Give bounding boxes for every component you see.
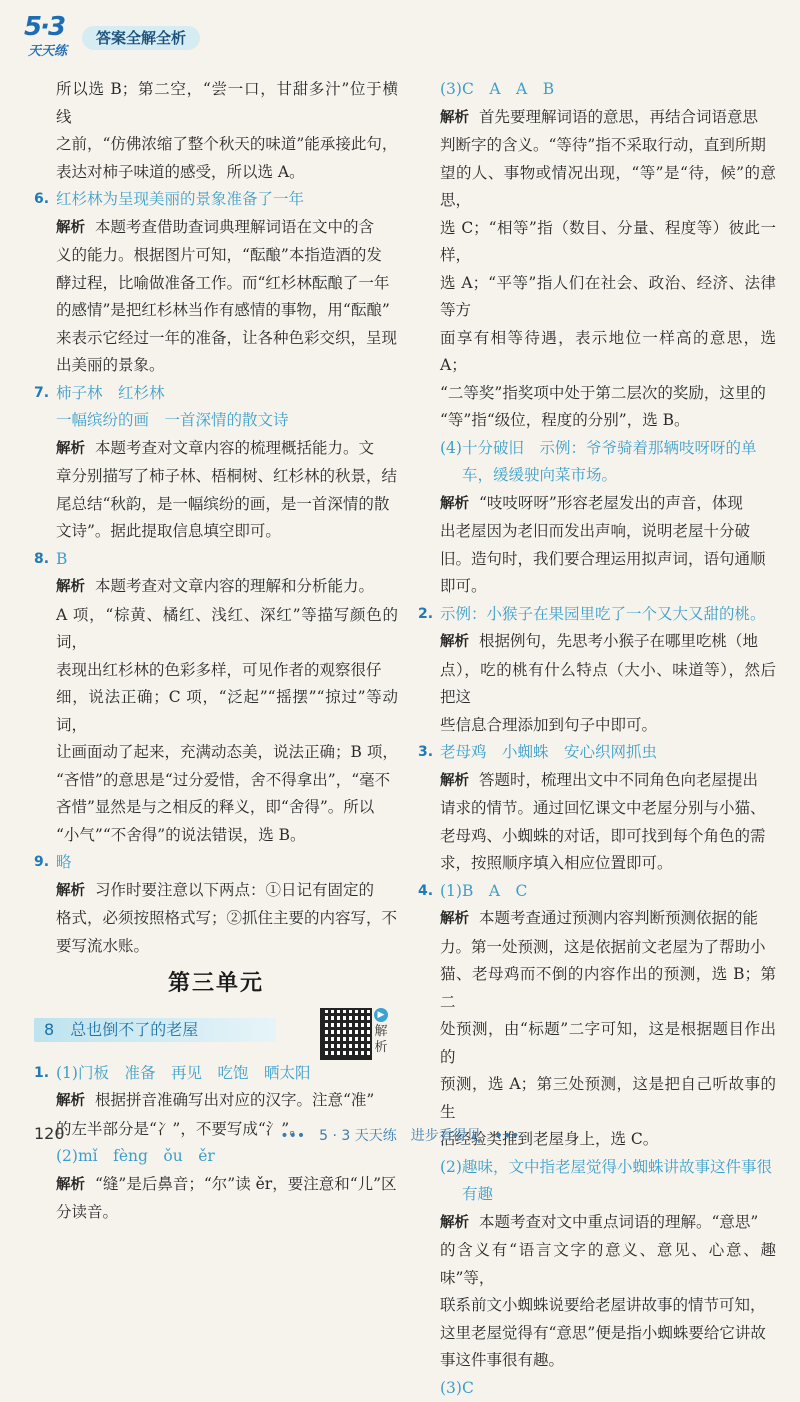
analysis-text: 预测，选 A；第三处预测，这是把自己听故事的生 — [418, 1071, 776, 1126]
analysis-text: 望的人、事物或情况出现，“等”是“待，候”的意思， — [418, 160, 776, 215]
lesson-question-2 — [418, 601, 776, 740]
question-number: 4. — [418, 878, 433, 906]
footer-slogan: ••• 5 · 3 天天练 进步看得见 ••• — [0, 1125, 800, 1145]
answer-row — [418, 601, 776, 629]
page-header — [22, 14, 792, 60]
analysis-tag: 解析 — [56, 1177, 85, 1193]
analysis-text: “小气”“不舍得”的说法错误，选 B。 — [34, 822, 398, 850]
page-number: 120 — [34, 1124, 65, 1143]
analysis-text: 这里老屋觉得有“意思”便是指小蜘蛛要给它讲故 — [418, 1320, 776, 1348]
analysis-text: 本题考查通过预测内容判断预测依据的能 — [479, 909, 758, 927]
analysis-text: 根据例句，先思考小猴子在哪里吃桃（地 — [479, 632, 758, 650]
analysis-text: 义的能力。根据图片可知，“酝酿”本指造酒的发 — [34, 242, 398, 270]
lesson-title-bar — [34, 1018, 276, 1042]
lesson-question-1-part-4 — [418, 435, 776, 601]
question-number: 6. — [34, 186, 49, 214]
answer-row — [34, 849, 398, 877]
unit-title: 第三单元 — [34, 970, 398, 998]
analysis-text: 求，按照顺序填入相应位置即可。 — [418, 850, 776, 878]
qr-label-char: 解 — [374, 1024, 387, 1039]
analysis-text: 选 A；“平等”指人们在社会、政治、经济、法律等方 — [418, 270, 776, 325]
lesson-question-3 — [418, 739, 776, 878]
analysis-text: 本题考查对文中重点词语的理解。“意思” — [479, 1213, 758, 1231]
analysis-text: “缝”是后鼻音；“尔”读 ěr，要注意和“儿”区 — [95, 1175, 397, 1193]
analysis-text: 活经验类推到老屋身上，选 C。 — [418, 1126, 776, 1154]
answer-text: 示例：小猴子在果园里吃了一个又大又甜的桃。 — [440, 605, 766, 623]
analysis-tag: 解析 — [56, 579, 85, 595]
answer-row — [34, 186, 398, 214]
lesson-question-1-part-3 — [418, 76, 776, 435]
analysis-text: 根据拼音准确写出对应的汉字。注意“准” — [95, 1091, 374, 1109]
qr-code-icon[interactable] — [320, 1008, 372, 1060]
analysis-text: 面享有相等待遇，表示地位一样高的意思，选 A； — [418, 325, 776, 380]
analysis-text: 酵过程，比喻做准备工作。而“红杉林酝酿了一年 — [34, 270, 398, 298]
analysis-text: 点），吃的桃有什么特点（大小、味道等），然后把这 — [418, 657, 776, 712]
analysis-text: 老母鸡、小蜘蛛的对话，即可找到每个角色的需 — [418, 823, 776, 851]
analysis-text: 要写流水账。 — [34, 933, 398, 961]
qr-label — [372, 1008, 390, 1056]
question-7 — [34, 380, 398, 546]
analysis-text: 处预测，由“标题”二字可知，这是根据题目作出的 — [418, 1016, 776, 1071]
answer-row — [418, 739, 776, 767]
analysis-text: 表现出红杉林的色彩多样，可见作者的观察很仔 — [34, 657, 398, 685]
answer-text: (1)B A C — [440, 882, 527, 900]
intro-block — [34, 76, 398, 186]
question-9 — [34, 849, 398, 960]
answer-text: B — [56, 550, 67, 568]
analysis-tag: 解析 — [440, 634, 469, 650]
lesson-title: 总也倒不了的老屋 — [70, 1020, 198, 1039]
question-number: 1. — [34, 1060, 49, 1088]
analysis-text: 猫、老母鸡而不倒的内容作出的预测，选 B；第二 — [418, 961, 776, 1016]
answer-row — [34, 380, 398, 408]
analysis-text: 来表示它经过一年的准备，让各种色彩交织，呈现 — [34, 325, 398, 353]
analysis-tag: 解析 — [440, 1215, 469, 1231]
analysis-tag: 解析 — [440, 773, 469, 789]
analysis-text: 出美丽的景象。 — [34, 352, 398, 380]
analysis-tag: 解析 — [440, 496, 469, 512]
analysis-text: 些信息合理添加到句子中即可。 — [418, 712, 776, 740]
analysis-text: 力。第一处预测，这是依据前文老屋为了帮助小 — [418, 934, 776, 962]
answer-text: 老母鸡 小蜘蛛 安心织网抓虫 — [440, 743, 657, 761]
analysis-text: 本题考查对文章内容的理解和分析能力。 — [95, 577, 374, 595]
answer-text: 有趣 — [418, 1181, 776, 1209]
analysis-text: 让画面动了起来，充满动态美，说法正确；B 项， — [34, 739, 398, 767]
analysis-text: 的左半部分是“冫”，不要写成“氵”。 — [34, 1116, 398, 1144]
answer-text: (3)C — [418, 1375, 776, 1402]
analysis-text: “吝惜”的意思是“过分爱惜，舍不得拿出”，“毫不 — [34, 767, 398, 795]
question-number: 2. — [418, 601, 433, 629]
answer-text: (3)C A A B — [418, 76, 776, 104]
analysis-text: 出老屋因为老旧而发出声响，说明老屋十分破 — [418, 518, 776, 546]
answer-text: (2)mǐ fèng ǒu ěr — [34, 1143, 398, 1171]
answer-text: 一幅缤纷的画 一首深情的散文诗 — [34, 407, 398, 435]
page-footer — [0, 1120, 800, 1150]
analysis-tag: 解析 — [440, 110, 469, 126]
analysis-tag: 解析 — [56, 441, 85, 457]
analysis-text: 即可。 — [418, 573, 776, 601]
answer-text: 柿子林 红杉林 — [56, 384, 165, 402]
text-line: 之前，“仿佛浓缩了整个秋天的味道”能承接此句， — [34, 131, 398, 159]
text-line: 表达对柿子味道的感受，所以选 A。 — [34, 159, 398, 187]
play-icon: ▶ — [374, 1008, 388, 1022]
lesson-header — [34, 1008, 398, 1052]
logo-subtitle: 天天练 — [28, 40, 67, 59]
analysis-tag: 解析 — [56, 883, 85, 899]
text-line: 所以选 B；第二空，“尝一口，甘甜多汁”位于横线 — [34, 76, 398, 131]
analysis-text: 选 C；“相等”指（数目、分量、程度等）彼此一样， — [418, 215, 776, 270]
lesson-number: 8 — [44, 1020, 54, 1039]
analysis-text: A 项，“棕黄、橘红、浅红、深红”等描写颜色的词， — [34, 602, 398, 657]
analysis-tag: 解析 — [440, 911, 469, 927]
logo-number: 5·3 — [24, 12, 64, 42]
brand-logo — [22, 14, 78, 60]
answer-text: (1)门板 准备 再见 吃饱 晒太阳 — [56, 1064, 310, 1082]
analysis-text: 请求的情节。通过回忆课文中老屋分别与小猫、 — [418, 795, 776, 823]
analysis-text: 事这件事很有趣。 — [418, 1347, 776, 1375]
analysis-text: 的含义有“语言文字的意义、意见、心意、趣味”等， — [418, 1237, 776, 1292]
analysis-text: 本题考查借助查词典理解词语在文中的含 — [95, 218, 374, 236]
lesson-question-4-part-3 — [418, 1375, 776, 1402]
analysis-text: 本题考查对文章内容的梳理概括能力。文 — [95, 439, 374, 457]
analysis-text: 习作时要注意以下两点：①日记有固定的 — [95, 881, 374, 899]
analysis-text: 分读音。 — [34, 1199, 398, 1227]
analysis-text: “二等奖”指奖项中处于第二层次的奖励，这里的 — [418, 380, 776, 408]
analysis-tag: 解析 — [56, 1093, 85, 1109]
analysis-text: 细，说法正确；C 项，“泛起”“摇摆”“掠过”等动词， — [34, 684, 398, 739]
left-column — [34, 76, 398, 1227]
analysis-text: 的感情”是把红杉林当作有感情的事物，用“酝酿” — [34, 297, 398, 325]
question-number: 7. — [34, 380, 49, 408]
header-title: 答案全解全析 — [82, 26, 200, 50]
lesson-question-4-part-2 — [418, 1154, 776, 1375]
analysis-tag: 解析 — [56, 220, 85, 236]
analysis-text: 吝惜”显然是与之相反的释义，即“舍得”。所以 — [34, 794, 398, 822]
answer-text: 红杉林为呈现美丽的景象准备了一年 — [56, 190, 304, 208]
analysis-text: 格式，必须按照格式写；②抓住主要的内容写，不 — [34, 905, 398, 933]
analysis-text: 文诗”。据此提取信息填空即可。 — [34, 518, 398, 546]
question-number: 9. — [34, 849, 49, 877]
question-number: 8. — [34, 546, 49, 574]
answer-row — [34, 546, 398, 574]
analysis-text: 尾总结“秋韵，是一幅缤纷的画，是一首深情的散 — [34, 491, 398, 519]
answer-text: (4)十分破旧 示例：爷爷骑着那辆吱呀呀的单 — [418, 435, 776, 463]
analysis-text: 联系前文小蜘蛛说要给老屋讲故事的情节可知， — [418, 1292, 776, 1320]
answer-text: 略 — [56, 853, 72, 871]
right-column — [418, 76, 776, 1402]
question-8 — [34, 546, 398, 850]
analysis-text: 旧。造句时，我们要合理运用拟声词，语句通顺 — [418, 546, 776, 574]
qr-label-char: 析 — [374, 1040, 387, 1055]
question-number: 3. — [418, 739, 433, 767]
analysis-text: 章分别描写了柿子林、梧桐树、红杉林的秋景，结 — [34, 463, 398, 491]
analysis-text: 首先要理解词语的意思，再结合词语意思 — [479, 108, 758, 126]
lesson-question-4 — [418, 878, 776, 1154]
analysis-text: “等”指“级位，程度的分别”，选 B。 — [418, 407, 776, 435]
question-6 — [34, 186, 398, 380]
analysis-text: 判断字的含义。“等待”指不采取行动，直到所期 — [418, 132, 776, 160]
answer-row — [418, 878, 776, 906]
answer-row — [34, 1060, 398, 1088]
answer-text: (2)趣味，文中指老屋觉得小蜘蛛讲故事这件事很 — [418, 1154, 776, 1182]
answer-text: 车，缓缓驶向菜市场。 — [418, 462, 776, 490]
analysis-text: “吱吱呀呀”形容老屋发出的声音，体现 — [479, 494, 743, 512]
analysis-text: 答题时，梳理出文中不同角色向老屋提出 — [479, 771, 758, 789]
